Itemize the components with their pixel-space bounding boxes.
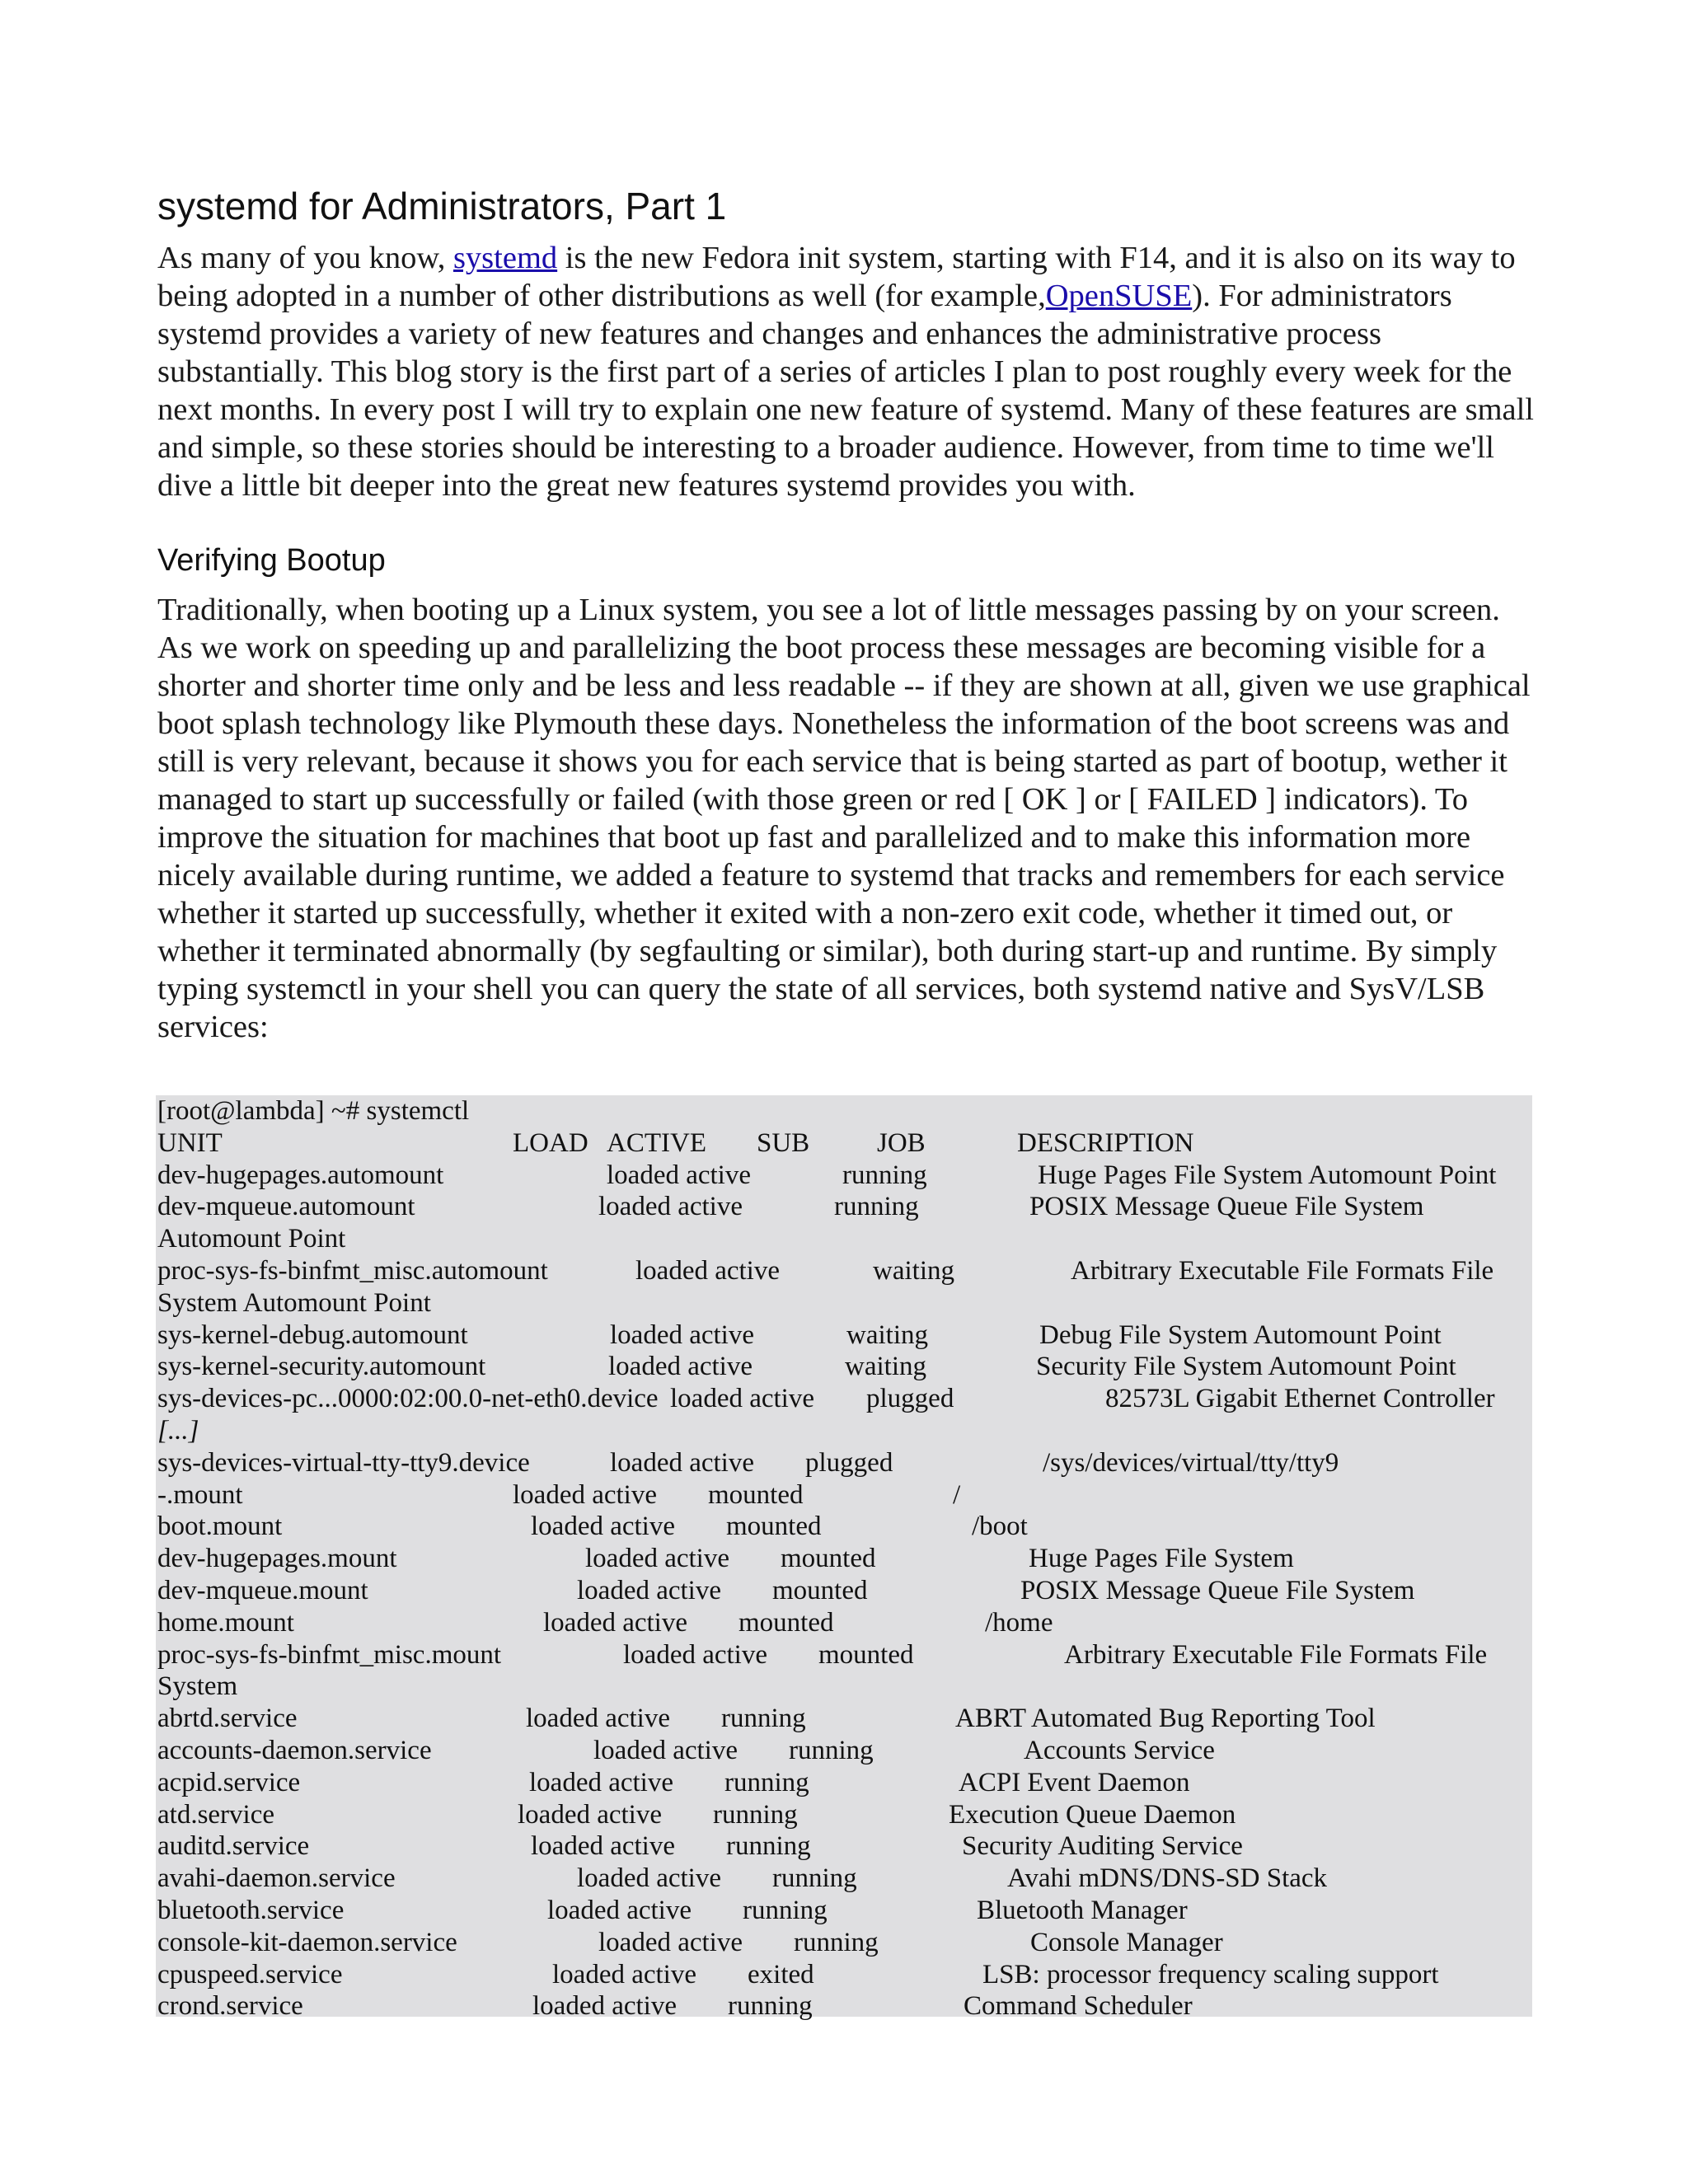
- row-load-active: loaded active: [608, 1352, 753, 1382]
- row-unit: proc-sys-fs-binfmt_misc.automount: [157, 1255, 548, 1286]
- row-description: /: [953, 1479, 961, 1510]
- terminal-row: [157, 1959, 1532, 1991]
- terminal-row: [157, 1703, 1532, 1735]
- row-sub: running: [726, 1831, 811, 1862]
- terminal-row-wrap: [157, 1671, 1532, 1703]
- row-unit: console-kit-daemon.service: [157, 1927, 457, 1957]
- row-sub: mounted: [818, 1639, 914, 1670]
- systemd-link[interactable]: systemd: [452, 240, 558, 275]
- section-paragraph: Traditionally, when booting up a Linux system, you see a lot of little messages passing by on your screen. As we work on speeding up and parallelizing the boot process these messages are becoming visible for a shorter and shorter time only and be less and less readable -- if they are shown at all, given we use graphical boot splash technology like Plymouth these days. Nonetheless the information of the boot screens was and still is very relevant, because it shows you for each service that is being started as part of bootup, wether it managed to start up successfully or failed (with those green or red [ OK ] or [ FAILED ] indicators). To improve the situation for machines that boot up fast and parallelized and to make this information more nicely available during runtime, we added a feature to systemd that tracks and remembers for each service whether it started up successfully, whether it exited with a non-zero exit code, whether it timed out, or whether it terminated abnormally (by segfaulting or similar), both during start-up and runtime. By simply typing systemctl in your shell you can query the state of all services, both systemd native and SysV/LSB services:: [157, 593, 1531, 1045]
- row-sub: mounted: [726, 1511, 822, 1542]
- row-load-active: loaded active: [610, 1319, 754, 1350]
- row-unit: sys-kernel-security.automount: [157, 1352, 486, 1382]
- row-sub: running: [789, 1735, 874, 1765]
- row-load-active: loaded active: [543, 1607, 687, 1638]
- row-sub: mounted: [708, 1479, 804, 1510]
- terminal-prompt: [157, 1095, 1532, 1127]
- header-unit: UNIT: [157, 1127, 223, 1158]
- row-load-active: loaded active: [577, 1863, 721, 1894]
- row-unit: sys-devices-pc...0000:02:00.0-net-eth0.device: [157, 1384, 659, 1414]
- terminal-row: [157, 1255, 1532, 1287]
- terminal-row: [157, 1895, 1532, 1927]
- terminal-header: [157, 1127, 1532, 1160]
- intro-text-2: is the new Fedora init system, starting with F14, and it is also on its way to being adopted in a number of other distributions as well (for example,: [157, 240, 1516, 313]
- row-description-wrap: System: [157, 1671, 238, 1702]
- row-description: LSB: processor frequency scaling support: [982, 1959, 1439, 1990]
- row-description: 82573L Gigabit Ethernet Controller: [1105, 1384, 1495, 1414]
- row-sub: running: [713, 1799, 798, 1830]
- terminal-row: [157, 1351, 1532, 1383]
- row-load-active: loaded active: [526, 1704, 670, 1734]
- prompt-text: [root@lambda] ~# systemctl: [157, 1096, 470, 1126]
- intro-paragraph: [157, 239, 1534, 504]
- row-unit: -.mount: [157, 1479, 243, 1510]
- row-load-active: loaded active: [598, 1192, 743, 1222]
- row-description: /home: [985, 1607, 1053, 1638]
- row-load-active: loaded active: [670, 1384, 814, 1414]
- row-load-active: loaded active: [518, 1799, 662, 1830]
- row-description-wrap: Automount Point: [157, 1224, 346, 1254]
- row-load-active: loaded active: [513, 1479, 657, 1510]
- row-description: Accounts Service: [1024, 1735, 1215, 1765]
- row-unit: dev-hugepages.automount: [157, 1160, 444, 1190]
- row-unit: home.mount: [157, 1607, 294, 1638]
- row-unit: dev-mqueue.automount: [157, 1192, 415, 1222]
- header-job: JOB: [877, 1127, 926, 1158]
- article: [157, 185, 1534, 1046]
- terminal-row: [157, 1575, 1532, 1607]
- row-description: Huge Pages File System Automount Point: [1038, 1160, 1497, 1190]
- terminal-output: [156, 1095, 1532, 2022]
- row-sub: exited: [748, 1959, 814, 1990]
- row-description: Execution Queue Daemon: [949, 1799, 1236, 1830]
- ellipsis-text: [...]: [157, 1415, 199, 1446]
- row-unit: sys-devices-virtual-tty-tty9.device: [157, 1447, 530, 1478]
- row-unit: dev-hugepages.mount: [157, 1544, 397, 1574]
- row-sub: running: [743, 1895, 828, 1925]
- row-unit: avahi-daemon.service: [157, 1863, 396, 1894]
- row-load-active: loaded active: [532, 1991, 677, 2022]
- terminal-ellipsis: [157, 1415, 1532, 1447]
- row-unit: abrtd.service: [157, 1704, 298, 1734]
- row-unit: boot.mount: [157, 1511, 283, 1542]
- terminal-row: [157, 1319, 1532, 1352]
- terminal-row: [157, 1767, 1532, 1799]
- row-description: ACPI Event Daemon: [959, 1767, 1190, 1797]
- row-unit: atd.service: [157, 1799, 275, 1830]
- terminal-row: [157, 1799, 1532, 1831]
- row-sub: running: [834, 1192, 919, 1222]
- terminal-row: [157, 1830, 1532, 1863]
- row-sub: plugged: [805, 1447, 893, 1478]
- row-description: Console Manager: [1030, 1927, 1223, 1957]
- header-active: ACTIVE: [607, 1127, 706, 1158]
- terminal-row: [157, 1990, 1532, 2022]
- row-sub: plugged: [866, 1384, 954, 1414]
- row-description: Bluetooth Manager: [977, 1895, 1188, 1925]
- row-description: Arbitrary Executable File Formats File: [1064, 1639, 1488, 1670]
- row-sub: running: [772, 1863, 857, 1894]
- terminal-rows: [157, 1160, 1532, 2023]
- row-sub: waiting: [845, 1352, 926, 1382]
- terminal-row-wrap: [157, 1287, 1532, 1319]
- row-sub: running: [721, 1704, 806, 1734]
- row-sub: running: [728, 1991, 813, 2022]
- row-unit: accounts-daemon.service: [157, 1735, 432, 1765]
- header-sub: SUB: [757, 1127, 810, 1158]
- header-description: DESCRIPTION: [1017, 1127, 1194, 1158]
- terminal-row: [157, 1607, 1532, 1639]
- opensuse-link[interactable]: OpenSUSE: [1045, 278, 1193, 313]
- row-unit: dev-mqueue.mount: [157, 1575, 368, 1605]
- row-unit: acpid.service: [157, 1767, 301, 1797]
- row-description: Security File System Automount Point: [1036, 1352, 1456, 1382]
- terminal-row: [157, 1447, 1532, 1479]
- row-description: Arbitrary Executable File Formats File: [1071, 1255, 1494, 1286]
- row-load-active: loaded active: [552, 1959, 696, 1990]
- row-load-active: loaded active: [547, 1895, 692, 1925]
- row-description: POSIX Message Queue File System: [1029, 1192, 1424, 1222]
- intro-text-1: As many of you know,: [157, 240, 453, 275]
- row-load-active: loaded active: [598, 1927, 743, 1957]
- row-sub: waiting: [846, 1319, 928, 1350]
- row-load-active: loaded active: [635, 1255, 780, 1286]
- row-description: POSIX Message Queue File System: [1020, 1575, 1415, 1605]
- row-description: Avahi mDNS/DNS-SD Stack: [1007, 1863, 1328, 1894]
- row-sub: running: [842, 1160, 927, 1190]
- row-description: Debug File System Automount Point: [1039, 1319, 1442, 1350]
- row-unit: auditd.service: [157, 1831, 310, 1862]
- terminal-row-wrap: [157, 1223, 1532, 1255]
- row-unit: crond.service: [157, 1991, 303, 2022]
- terminal-row: [157, 1511, 1532, 1543]
- row-unit: cpuspeed.service: [157, 1959, 343, 1990]
- header-load: LOAD: [513, 1127, 588, 1158]
- row-load-active: loaded active: [607, 1160, 751, 1190]
- row-description: Command Scheduler: [964, 1991, 1193, 2022]
- row-unit: sys-kernel-debug.automount: [157, 1319, 468, 1350]
- row-description: ABRT Automated Bug Reporting Tool: [955, 1704, 1376, 1734]
- row-sub: running: [794, 1927, 879, 1957]
- terminal-row: [157, 1160, 1532, 1192]
- terminal-row: [157, 1543, 1532, 1575]
- row-load-active: loaded active: [623, 1639, 767, 1670]
- terminal-row: [157, 1927, 1532, 1959]
- section-title: Verifying Bootup: [157, 542, 386, 578]
- row-load-active: loaded active: [531, 1511, 675, 1542]
- article-title: systemd for Administrators, Part 1: [157, 185, 727, 227]
- terminal-row: [157, 1863, 1532, 1895]
- row-description: /sys/devices/virtual/tty/tty9: [1043, 1447, 1339, 1478]
- row-load-active: loaded active: [585, 1544, 729, 1574]
- row-load-active: loaded active: [531, 1831, 675, 1862]
- row-load-active: loaded active: [577, 1575, 721, 1605]
- row-load-active: loaded active: [529, 1767, 673, 1797]
- row-sub: running: [724, 1767, 809, 1797]
- terminal-row: [157, 1191, 1532, 1223]
- terminal-row: [157, 1479, 1532, 1511]
- terminal-row: [157, 1383, 1532, 1415]
- row-sub: mounted: [772, 1575, 868, 1605]
- row-load-active: loaded active: [593, 1735, 738, 1765]
- row-description: Security Auditing Service: [962, 1831, 1243, 1862]
- row-load-active: loaded active: [610, 1447, 754, 1478]
- row-unit: proc-sys-fs-binfmt_misc.mount: [157, 1639, 502, 1670]
- row-sub: mounted: [738, 1607, 834, 1638]
- row-description: /boot: [972, 1511, 1028, 1542]
- terminal-row: [157, 1735, 1532, 1767]
- row-unit: bluetooth.service: [157, 1895, 345, 1925]
- terminal-row: [157, 1639, 1532, 1671]
- row-sub: mounted: [781, 1544, 876, 1574]
- row-sub: waiting: [873, 1255, 954, 1286]
- row-description-wrap: System Automount Point: [157, 1287, 431, 1318]
- intro-text-3: ). For administrators systemd provides a variety of new features and changes and enhances the administrative process substantially. This blog story is the first part of a series of articles I plan to post roughly every week for the next months. In every post I will try to explain one new feature of systemd. Many of these features are small and simple, so these stories should be interesting to a broader audience. However, from time to time we'll dive a little bit deeper into the great new features systemd provides you with.: [157, 278, 1534, 503]
- row-description: Huge Pages File System: [1029, 1544, 1294, 1574]
